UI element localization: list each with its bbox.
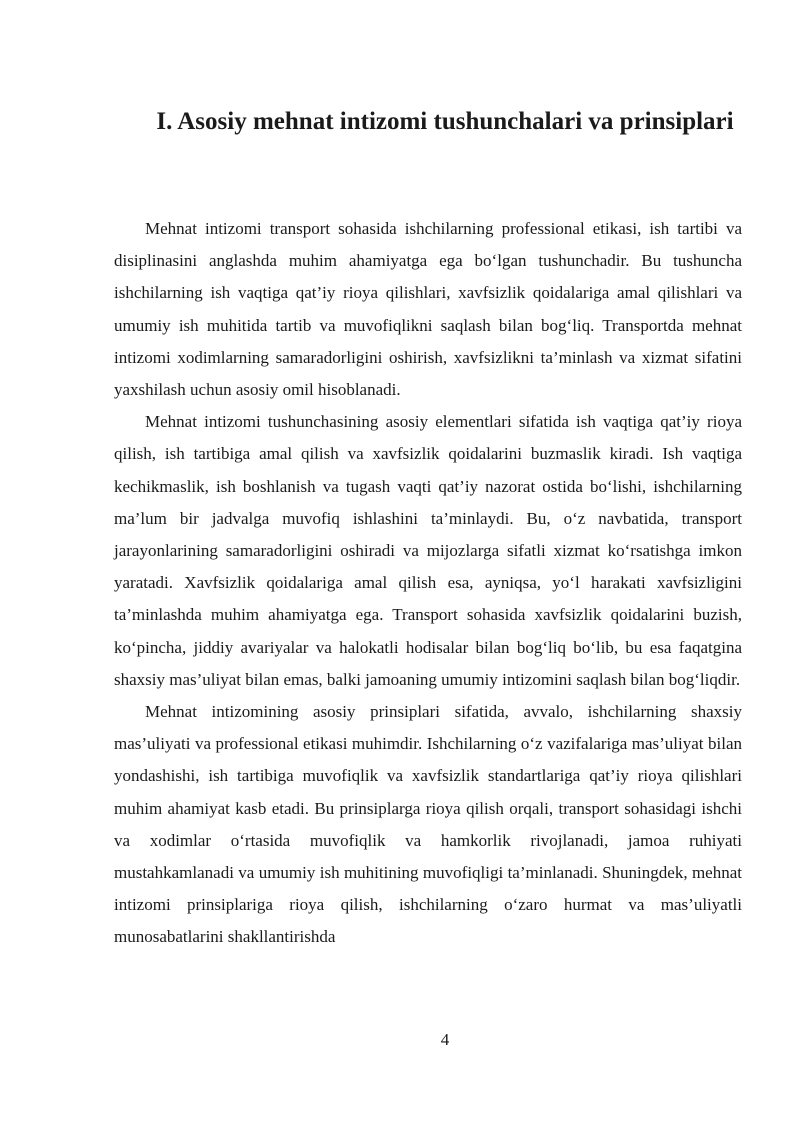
body-text xyxy=(114,213,742,954)
paragraph-3: Mehnat intizomining asosiy prinsiplari sifatida, avvalo, ishchilarning shaxsiy mas’uliyati va professional etikasi muhimdir. Ishchilarning o‘z vazifalariga mas’uliyat bilan yondashishi, ish tartibiga muvofiqlik va xavfsizlik standartlariga qat’iy rioya qilishlari muhim ahamiyat kasb etadi. Bu prinsiplarga rioya qilish orqali, transport sohasidagi ishchi va xodimlar o‘rtasida muvofiqlik va hamkorlik rivojlanadi, jamoa ruhiyati mustahkamlanadi va umumiy ish muhitining muvofiqligi ta’minlanadi. Shuningdek, mehnat intizomi prinsiplariga rioya qilish, ishchilarning o‘zaro hurmat va mas’uliyatli munosabatlarini shakllantirishda xyxy=(114,702,742,947)
paragraph-2: Mehnat intizomi tushunchasining asosiy elementlari sifatida ish vaqtiga qat’iy rioya qilish, ish tartibiga amal qilish va xavfsizlik qoidalarini buzmaslik kiradi. Ish vaqtiga kechikmaslik, ish boshlanish va tugash vaqti qat’iy nazorat ostida bo‘lishi, ishchilarning ma’lum bir jadvalga muvofiq ishlashini ta’minlaydi. Bu, o‘z navbatida, transport jarayonlarining samaradorligini oshiradi va mijozlarga sifatli xizmat ko‘rsatishga imkon yaratadi. Xavfsizlik qoidalariga amal qilish esa, ayniqsa, yo‘l harakati xavfsizligini ta’minlashda muhim ahamiyatga ega. Transport sohasida xavfsizlik qoidalarini buzish, ko‘pincha, jiddiy avariyalar va halokatli hodisalar bilan bog‘liq bo‘lib, bu esa faqatgina shaxsiy mas’uliyat bilan emas, balki jamoaning umumiy intizomini saqlash bilan bog‘liqdir. xyxy=(114,412,742,689)
section-title: I. Asosiy mehnat intizomi tushunchalari va prinsiplari xyxy=(156,108,734,135)
paragraph-1: Mehnat intizomi transport sohasida ishchilarning professional etikasi, ish tartibi va disiplinasini anglashda muhim ahamiyatga ega bo‘lgan tushunchadir. Bu tushuncha ishchilarning ish vaqtiga qat’iy rioya qilishlari, xavfsizlik qoidalariga amal qilishlari va umumiy ish muhitida tartib va muvofiqlikni saqlash bilan bog‘liq. Transportda mehnat intizomi xodimlarning samaradorligini oshirish, xavfsizlikni ta’minlash va xizmat sifatini yaxshilash uchun asosiy omil hisoblanadi. xyxy=(114,219,742,400)
page-number: 4 xyxy=(440,1030,450,1049)
